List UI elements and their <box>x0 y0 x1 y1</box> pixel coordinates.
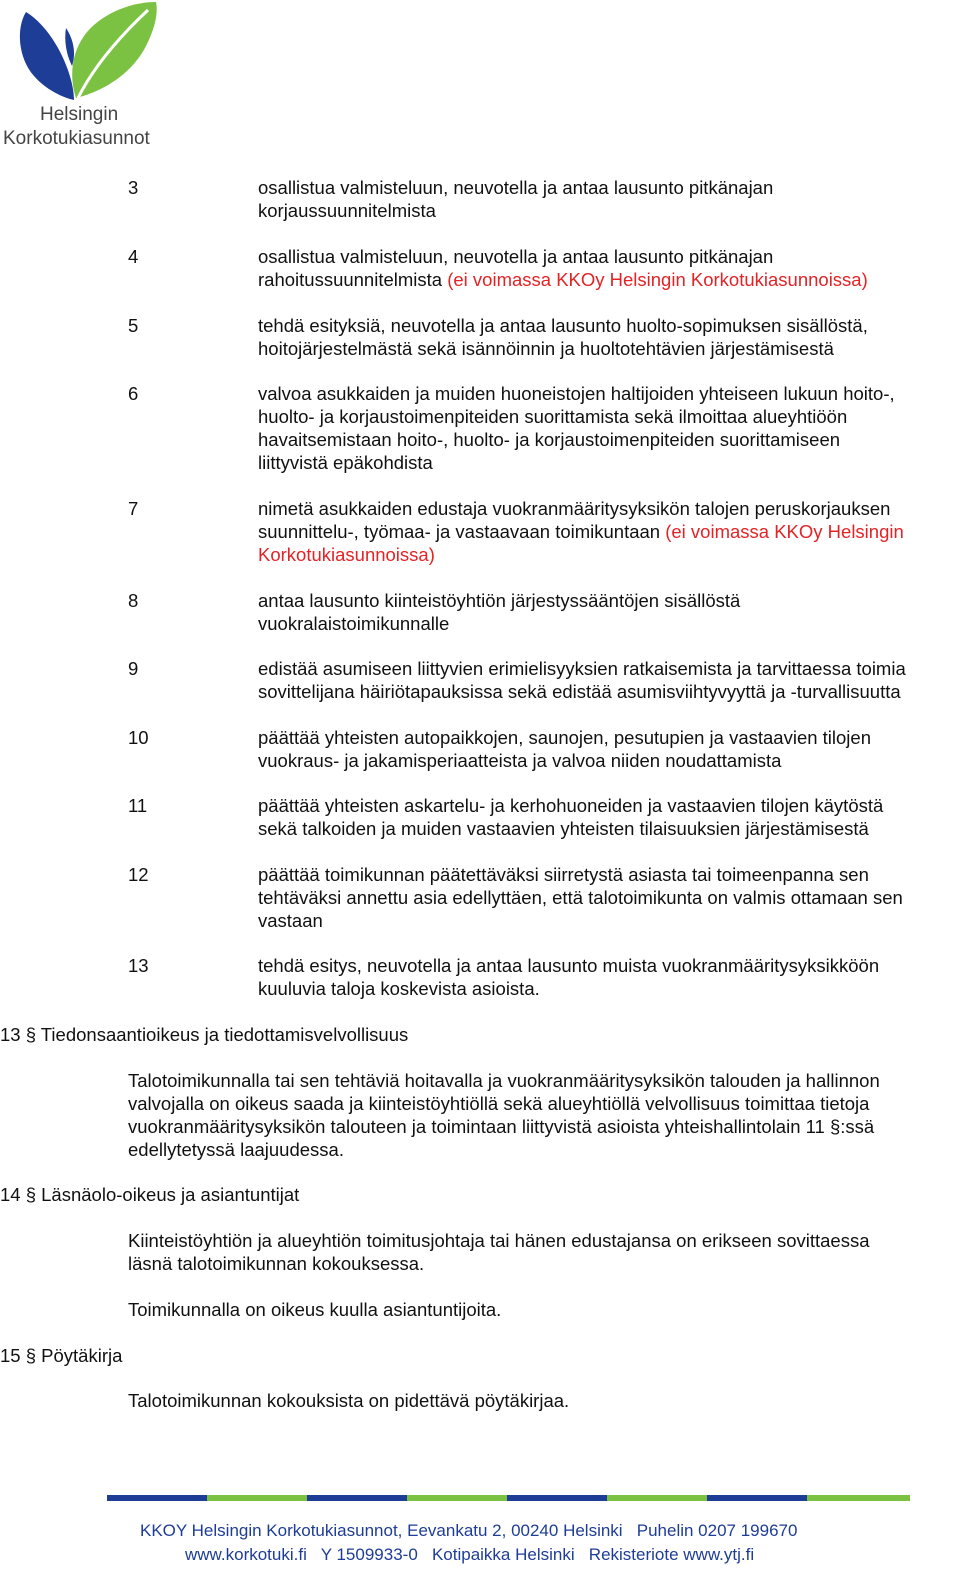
logo-text-line1: Helsingin <box>40 104 119 125</box>
item-text <box>258 497 960 566</box>
paragraph-line: edellytetyssä laajuudessa. <box>128 1139 344 1160</box>
item-text <box>258 863 960 932</box>
paragraph-line: vuokranmääritysyksikön talouteen ja toimintaan liittyvistä asioista yhteishallintolain 11 §:ssä <box>128 1116 875 1137</box>
item-text-segment: rahoitussuunnitelmista <box>258 269 443 290</box>
item-text-line: edistää asumiseen liittyvien erimielisyyksien ratkaisemista ja tarvittaessa toimia <box>258 658 906 679</box>
exception-note: (ei voimassa KKOy Helsingin Korkotukiasunnoissa) <box>447 269 868 290</box>
footer-divider-segment <box>207 1495 307 1501</box>
item-text-line: antaa lausunto kiinteistöyhtiön järjestyssääntöjen sisällöstä <box>258 590 741 611</box>
paragraph-line: Kiinteistöyhtiön ja alueyhtiön toimitusjohtaja tai hänen edustajansa on erikseen sovittaessa <box>128 1230 870 1251</box>
footer-divider-segment <box>507 1495 607 1501</box>
paragraph-line: Toimikunnalla on oikeus kuulla asiantuntijoita. <box>128 1299 502 1320</box>
item-number: 9 <box>128 658 139 679</box>
paragraph-line: valvojalla on oikeus saada ja kiinteistöyhtiöllä sekä alueyhtiöllä velvollisuus toimittaa tietoja <box>128 1093 870 1114</box>
exception-note: Korkotukiasunnoissa) <box>258 544 435 565</box>
item-text-line: vuokraus- ja jakamisperiaatteista ja valvoa niiden noudattamista <box>258 750 782 771</box>
section-heading: 13 § Tiedonsaantioikeus ja tiedottamisvelvollisuus <box>0 1024 409 1045</box>
footer-divider-segment <box>807 1495 910 1501</box>
item-text-line: vuokralaistoimikunnalle <box>258 613 450 634</box>
item-text-line: tehtäväksi annettu asia edellyttäen, että talotoimikunta on valmis ottamaan sen <box>258 887 903 908</box>
item-text <box>258 657 960 703</box>
item-number: 11 <box>128 795 148 816</box>
item-text <box>258 176 960 222</box>
item-number: 3 <box>128 177 139 198</box>
item-number: 12 <box>128 864 149 885</box>
item-number: 13 <box>128 955 149 976</box>
item-text-line: korjaussuunnitelmista <box>258 200 436 221</box>
item-text-segment: suunnittelu-, työmaa- ja vastaavaan toimikuntaan <box>258 521 661 542</box>
item-text <box>258 794 960 840</box>
item-text-line: hoitojärjestelmästä sekä isännöinnin ja huoltotehtävien järjestämisestä <box>258 338 834 359</box>
item-text <box>258 245 960 291</box>
paragraph-line: Talotoimikunnalla tai sen tehtäviä hoitavalla ja vuokranmääritysyksikön talouden ja hallinnon <box>128 1070 880 1091</box>
item-number: 5 <box>128 315 139 336</box>
logo-text-line2: Korkotukiasunnot <box>3 128 150 149</box>
footer-divider-segment <box>407 1495 507 1501</box>
item-text <box>258 382 960 474</box>
item-text-line: osallistua valmisteluun, neuvotella ja antaa lausunto pitkänajan <box>258 246 774 267</box>
item-text-line: tehdä esityksiä, neuvotella ja antaa lausunto huolto-sopimuksen sisällöstä, <box>258 315 868 336</box>
item-text-line: päättää toimikunnan päätettäväksi siirretystä asiasta tai toimeenpanna sen <box>258 864 869 885</box>
item-text-line: sovittelijana häiriötapauksissa sekä edistää asumisviihtyvyyttä ja -turvallisuutta <box>258 681 901 702</box>
item-text-line <box>258 520 960 543</box>
item-text-line <box>258 268 960 291</box>
section-heading: 15 § Pöytäkirja <box>0 1345 123 1366</box>
section-paragraph <box>128 1069 958 1161</box>
item-text-line: sekä talkoiden ja muiden vastaavien yhteisten tilaisuuksien järjestämisestä <box>258 818 869 839</box>
item-text-line: vastaan <box>258 910 323 931</box>
item-text-line: kuuluvia taloja koskevista asioista. <box>258 978 540 999</box>
item-text-line: nimetä asukkaiden edustaja vuokranmääritysyksikön talojen peruskorjauksen <box>258 498 891 519</box>
item-text-line: osallistua valmisteluun, neuvotella ja antaa lausunto pitkänajan <box>258 177 774 198</box>
item-text-line: valvoa asukkaiden ja muiden huoneistojen haltijoiden yhteiseen lukuun hoito-, <box>258 383 895 404</box>
company-logo <box>0 0 170 155</box>
item-number: 7 <box>128 498 139 519</box>
section-paragraph <box>128 1229 958 1275</box>
item-text <box>258 314 960 360</box>
paragraph-line: läsnä talotoimikunnan kokouksessa. <box>128 1253 425 1274</box>
item-text-line: liittyvistä epäkohdista <box>258 452 433 473</box>
item-text <box>258 589 960 635</box>
item-number: 6 <box>128 383 139 404</box>
item-number: 10 <box>128 727 149 748</box>
footer-address: KKOY Helsingin Korkotukiasunnot, Eevankatu 2, 00240 Helsinki Puhelin 0207 199670 <box>140 1521 798 1540</box>
item-text <box>258 726 960 772</box>
leaf-logo-icon <box>8 0 163 102</box>
footer-divider-segment <box>307 1495 407 1501</box>
paragraph-line: Talotoimikunnan kokouksista on pidettävä pöytäkirjaa. <box>128 1390 570 1411</box>
exception-note: (ei voimassa KKOy Helsingin <box>665 521 904 542</box>
footer-divider-segment <box>607 1495 707 1501</box>
footer-divider-segment <box>107 1495 207 1501</box>
item-text-line: päättää yhteisten askartelu- ja kerhohuoneiden ja vastaavien tilojen käytöstä <box>258 795 884 816</box>
item-text-line: huolto- ja korjaustoimenpiteiden suorittamista sekä ilmoittaa alueyhtiöön <box>258 406 848 427</box>
item-text-line: havaitsemistaan hoito-, huolto- ja korjaustoimenpiteiden suorittamiseen <box>258 429 841 450</box>
section-paragraph <box>128 1389 958 1412</box>
footer-divider-segment <box>707 1495 807 1501</box>
section-paragraph <box>128 1298 958 1321</box>
item-number: 4 <box>128 246 139 267</box>
section-heading: 14 § Läsnäolo-oikeus ja asiantuntijat <box>0 1184 300 1205</box>
footer-registry: www.korkotuki.fi Y 1509933-0 Kotipaikka Helsinki Rekisteriote www.ytj.fi <box>185 1545 755 1564</box>
item-number: 8 <box>128 590 139 611</box>
item-text-line: päättää yhteisten autopaikkojen, saunojen, pesutupien ja vastaavien tilojen <box>258 727 871 748</box>
item-text <box>258 954 960 1000</box>
item-text-line: tehdä esitys, neuvotella ja antaa lausunto muista vuokranmääritysyksikköön <box>258 955 880 976</box>
